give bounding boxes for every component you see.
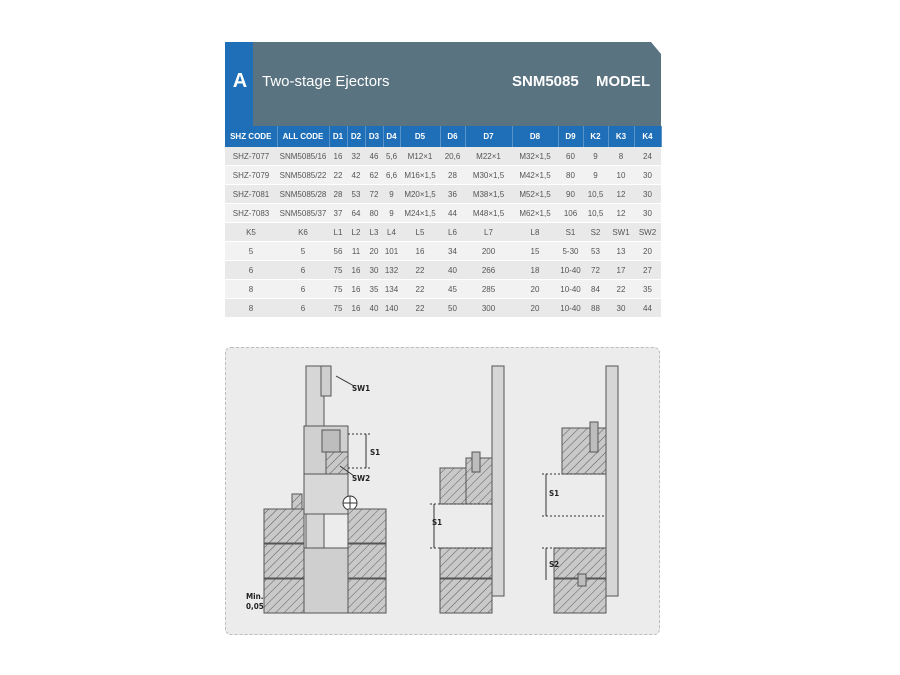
column-header: K4 <box>634 126 661 147</box>
table-cell: 134 <box>383 280 400 299</box>
column-header: D6 <box>440 126 465 147</box>
table-cell: 8 <box>608 147 634 166</box>
table-cell: 22 <box>329 166 347 185</box>
table-cell: 62 <box>365 166 383 185</box>
table-cell: 88 <box>583 299 608 318</box>
table-cell: SNM5085/22 <box>277 166 329 185</box>
table-cell: 37 <box>329 204 347 223</box>
table-cell: 9 <box>583 166 608 185</box>
table-cell: 22 <box>400 261 440 280</box>
table-row <box>225 261 661 280</box>
table-cell: 200 <box>465 242 512 261</box>
table-cell: L7 <box>465 223 512 242</box>
column-header: K3 <box>608 126 634 147</box>
table-cell: 10-40 <box>558 299 583 318</box>
section-letter: A <box>232 70 248 92</box>
table-cell: L4 <box>383 223 400 242</box>
table-cell: 12 <box>608 204 634 223</box>
label-min: Min. <box>246 592 264 601</box>
column-header: D4 <box>383 126 400 147</box>
column-header: K2 <box>583 126 608 147</box>
table-cell: 17 <box>608 261 634 280</box>
table-cell: 90 <box>558 185 583 204</box>
table-cell: M20×1,5 <box>400 185 440 204</box>
table-cell: 22 <box>400 299 440 318</box>
table-cell: 20,6 <box>440 147 465 166</box>
table-cell: K6 <box>277 223 329 242</box>
table-cell: 20 <box>634 242 661 261</box>
table-cell: 9 <box>383 185 400 204</box>
table-cell: K5 <box>225 223 277 242</box>
table-cell: L8 <box>512 223 558 242</box>
column-header: D2 <box>347 126 365 147</box>
table-cell: 9 <box>583 147 608 166</box>
table-header-row <box>225 126 661 147</box>
table-cell: 16 <box>329 147 347 166</box>
table-cell: 6 <box>277 280 329 299</box>
table-cell: 24 <box>634 147 661 166</box>
label-s1-left: S1 <box>370 448 381 457</box>
column-header: D3 <box>365 126 383 147</box>
table-cell: M62×1,5 <box>512 204 558 223</box>
table-row <box>225 299 661 318</box>
table-cell: 5 <box>225 242 277 261</box>
table-cell: 6 <box>277 261 329 280</box>
table-cell: 28 <box>440 166 465 185</box>
table-cell: 40 <box>365 299 383 318</box>
table-cell: 30 <box>365 261 383 280</box>
table-row <box>225 204 661 223</box>
model-word: MODEL <box>596 73 651 90</box>
table-cell: 72 <box>365 185 383 204</box>
table-cell: M22×1 <box>465 147 512 166</box>
table-cell: 72 <box>583 261 608 280</box>
column-header: SHZ CODE <box>225 126 277 147</box>
table-cell: 75 <box>329 261 347 280</box>
table-cell: 10-40 <box>558 261 583 280</box>
table-cell: 5-30 <box>558 242 583 261</box>
table-cell: 18 <box>512 261 558 280</box>
table-row <box>225 147 661 166</box>
table-cell: 6 <box>277 299 329 318</box>
table-cell: 10-40 <box>558 280 583 299</box>
table-cell: SNM5085/28 <box>277 185 329 204</box>
table-cell: 12 <box>608 185 634 204</box>
table-cell: 44 <box>440 204 465 223</box>
table-cell: M24×1,5 <box>400 204 440 223</box>
table-cell: L5 <box>400 223 440 242</box>
table-cell: 30 <box>608 299 634 318</box>
table-cell: 75 <box>329 299 347 318</box>
page-title: Two-stage Ejectors <box>262 73 390 90</box>
table-cell: 28 <box>329 185 347 204</box>
table-cell: 6 <box>225 261 277 280</box>
table-cell: M12×1 <box>400 147 440 166</box>
table-cell: M30×1,5 <box>465 166 512 185</box>
table-cell: L1 <box>329 223 347 242</box>
table-cell: 101 <box>383 242 400 261</box>
table-cell: S2 <box>583 223 608 242</box>
table-cell: SW1 <box>608 223 634 242</box>
table-cell: 50 <box>440 299 465 318</box>
table-cell: L6 <box>440 223 465 242</box>
column-header: ALL CODE <box>277 126 329 147</box>
table-cell: 6,6 <box>383 166 400 185</box>
table-cell: 16 <box>347 280 365 299</box>
table-cell: L3 <box>365 223 383 242</box>
table-cell: 5,6 <box>383 147 400 166</box>
table-cell: M38×1,5 <box>465 185 512 204</box>
table-cell: 9 <box>383 204 400 223</box>
table-cell: 13 <box>608 242 634 261</box>
table-cell: 132 <box>383 261 400 280</box>
column-header: D8 <box>512 126 558 147</box>
table-cell: S1 <box>558 223 583 242</box>
column-header: D5 <box>400 126 440 147</box>
label-min-value: 0,05 <box>246 602 264 611</box>
table-cell: SHZ-7081 <box>225 185 277 204</box>
label-sw1: SW1 <box>352 384 371 393</box>
table-cell: 16 <box>400 242 440 261</box>
table-cell: SNM5085/37 <box>277 204 329 223</box>
table-cell: 5 <box>277 242 329 261</box>
table-cell: 22 <box>608 280 634 299</box>
spec-table <box>225 126 662 318</box>
table-cell: SHZ-7077 <box>225 147 277 166</box>
drawing-panel <box>225 347 660 635</box>
table-cell: 36 <box>440 185 465 204</box>
table-cell: M42×1,5 <box>512 166 558 185</box>
label-s1-right: S1 <box>549 489 560 498</box>
table-cell: M48×1,5 <box>465 204 512 223</box>
table-cell: 27 <box>634 261 661 280</box>
table-cell: 56 <box>329 242 347 261</box>
table-cell: SHZ-7079 <box>225 166 277 185</box>
table-cell: 16 <box>347 261 365 280</box>
table-cell: 285 <box>465 280 512 299</box>
table-cell: 45 <box>440 280 465 299</box>
table-cell: SHZ-7083 <box>225 204 277 223</box>
table-cell: 106 <box>558 204 583 223</box>
table-cell: 35 <box>634 280 661 299</box>
table-cell: 8 <box>225 280 277 299</box>
table-cell: 266 <box>465 261 512 280</box>
table-cell: 46 <box>365 147 383 166</box>
column-header: D1 <box>329 126 347 147</box>
table-cell: 80 <box>365 204 383 223</box>
table-cell: 35 <box>365 280 383 299</box>
table-cell: 34 <box>440 242 465 261</box>
table-row <box>225 280 661 299</box>
table-cell: 11 <box>347 242 365 261</box>
column-header: D9 <box>558 126 583 147</box>
table-cell: 53 <box>347 185 365 204</box>
table-cell: 8 <box>225 299 277 318</box>
table-cell: 53 <box>583 242 608 261</box>
table-cell: 30 <box>634 185 661 204</box>
table-cell: SNM5085/16 <box>277 147 329 166</box>
table-cell: 32 <box>347 147 365 166</box>
table-cell: 15 <box>512 242 558 261</box>
table-cell: 80 <box>558 166 583 185</box>
table-cell: 20 <box>512 280 558 299</box>
table-cell: 44 <box>634 299 661 318</box>
table-cell: M32×1,5 <box>512 147 558 166</box>
table-cell: 10,5 <box>583 185 608 204</box>
table-cell: 10 <box>608 166 634 185</box>
table-cell: 75 <box>329 280 347 299</box>
table-cell: 64 <box>347 204 365 223</box>
table-cell: 30 <box>634 166 661 185</box>
table-cell: L2 <box>347 223 365 242</box>
table-cell: 20 <box>365 242 383 261</box>
label-s2-right: S2 <box>549 560 560 569</box>
table-cell: M52×1,5 <box>512 185 558 204</box>
table-cell: 140 <box>383 299 400 318</box>
table-row <box>225 223 661 242</box>
table-row <box>225 185 661 204</box>
table-cell: 300 <box>465 299 512 318</box>
label-sw2: SW2 <box>352 474 371 483</box>
table-row <box>225 242 661 261</box>
table-cell: 42 <box>347 166 365 185</box>
table-cell: M16×1,5 <box>400 166 440 185</box>
table-cell: 16 <box>347 299 365 318</box>
table-cell: 60 <box>558 147 583 166</box>
table-cell: 40 <box>440 261 465 280</box>
table-cell: 84 <box>583 280 608 299</box>
table-cell: 10,5 <box>583 204 608 223</box>
table-cell: 30 <box>634 204 661 223</box>
table-row <box>225 166 661 185</box>
label-s1-mid: S1 <box>432 518 443 527</box>
table-cell: SW2 <box>634 223 661 242</box>
middle-assembly <box>430 366 504 613</box>
table-cell: 22 <box>400 280 440 299</box>
table-cell: 20 <box>512 299 558 318</box>
model-code: SNM5085 <box>512 73 579 90</box>
ejector-drawing <box>226 348 661 636</box>
column-header: D7 <box>465 126 512 147</box>
left-assembly <box>264 366 386 613</box>
